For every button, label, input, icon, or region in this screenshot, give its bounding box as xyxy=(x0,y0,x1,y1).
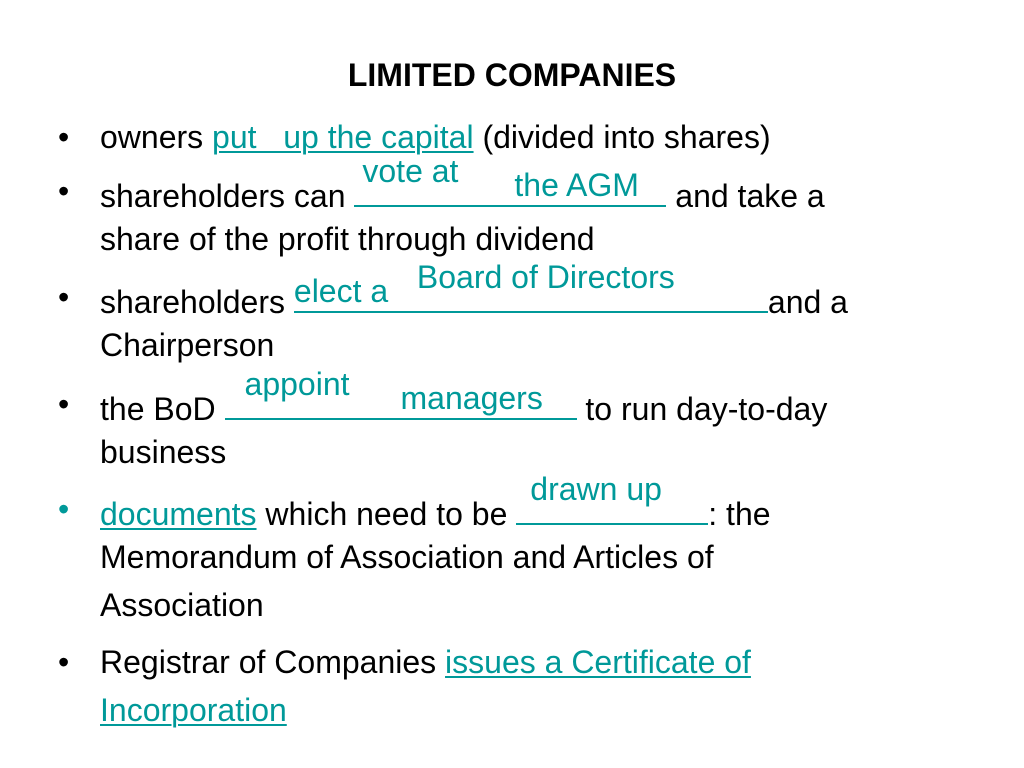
bullet-marker: • xyxy=(58,491,70,527)
text-segment: and a xyxy=(767,284,848,320)
answer-blank xyxy=(225,366,577,420)
bullet-4-line-2: business xyxy=(100,434,227,470)
bullet-5-line-2: Memorandum of Association and Articles of xyxy=(100,539,714,575)
bullet-marker: • xyxy=(58,644,70,680)
bullet-5-line-3: Association xyxy=(100,587,264,623)
bullet-marker: • xyxy=(58,386,70,422)
answer-elect-a: elect a xyxy=(293,273,389,309)
answer-board-of-directors: Board of Directors xyxy=(416,259,675,295)
bullet-2-line-2: share of the profit through dividend xyxy=(100,221,595,257)
bullet-5-line-1 xyxy=(100,471,771,538)
answer-drawn-up: drawn up xyxy=(530,471,662,507)
bullet-2-line-1 xyxy=(100,153,825,220)
answer-incorporation: Incorporation xyxy=(100,692,287,728)
bullet-4-line-1 xyxy=(100,366,828,433)
bullet-6-line-2 xyxy=(100,686,287,734)
text-segment: which need to be xyxy=(256,496,517,532)
text-segment: owners xyxy=(100,119,213,155)
bullet-6-line-1 xyxy=(100,638,751,686)
text-segment: shareholders xyxy=(100,284,294,320)
answer-blank xyxy=(516,471,708,525)
bullet-marker: • xyxy=(58,173,70,209)
text-segment: the BoD xyxy=(100,391,225,427)
text-segment: and take a xyxy=(666,178,825,214)
answer-put-up-the-capital: put up the capital xyxy=(212,119,474,155)
bullet-marker: • xyxy=(58,279,70,315)
text-segment: (divided into shares) xyxy=(473,119,771,155)
text-segment: to run day-to-day xyxy=(576,391,828,427)
bullet-marker: • xyxy=(58,119,70,155)
answer-documents: documents xyxy=(100,496,257,532)
answer-appoint: appoint xyxy=(244,366,350,402)
slide-title: LIMITED COMPANIES xyxy=(347,57,677,93)
bullet-3-line-2: Chairperson xyxy=(100,327,275,363)
answer-issues-a-certificate-of: issues a Certificate of xyxy=(445,644,751,680)
text-segment: shareholders can xyxy=(100,178,355,214)
text-segment: Registrar of Companies xyxy=(100,644,446,680)
text-segment: : the xyxy=(708,496,771,532)
answer-blank xyxy=(293,259,768,313)
answer-blank xyxy=(354,153,666,207)
bullet-3-line-1 xyxy=(100,259,848,326)
answer-managers: managers xyxy=(400,380,543,416)
answer-vote-at: vote at xyxy=(362,153,459,189)
answer-the-agm: the AGM xyxy=(514,167,639,203)
